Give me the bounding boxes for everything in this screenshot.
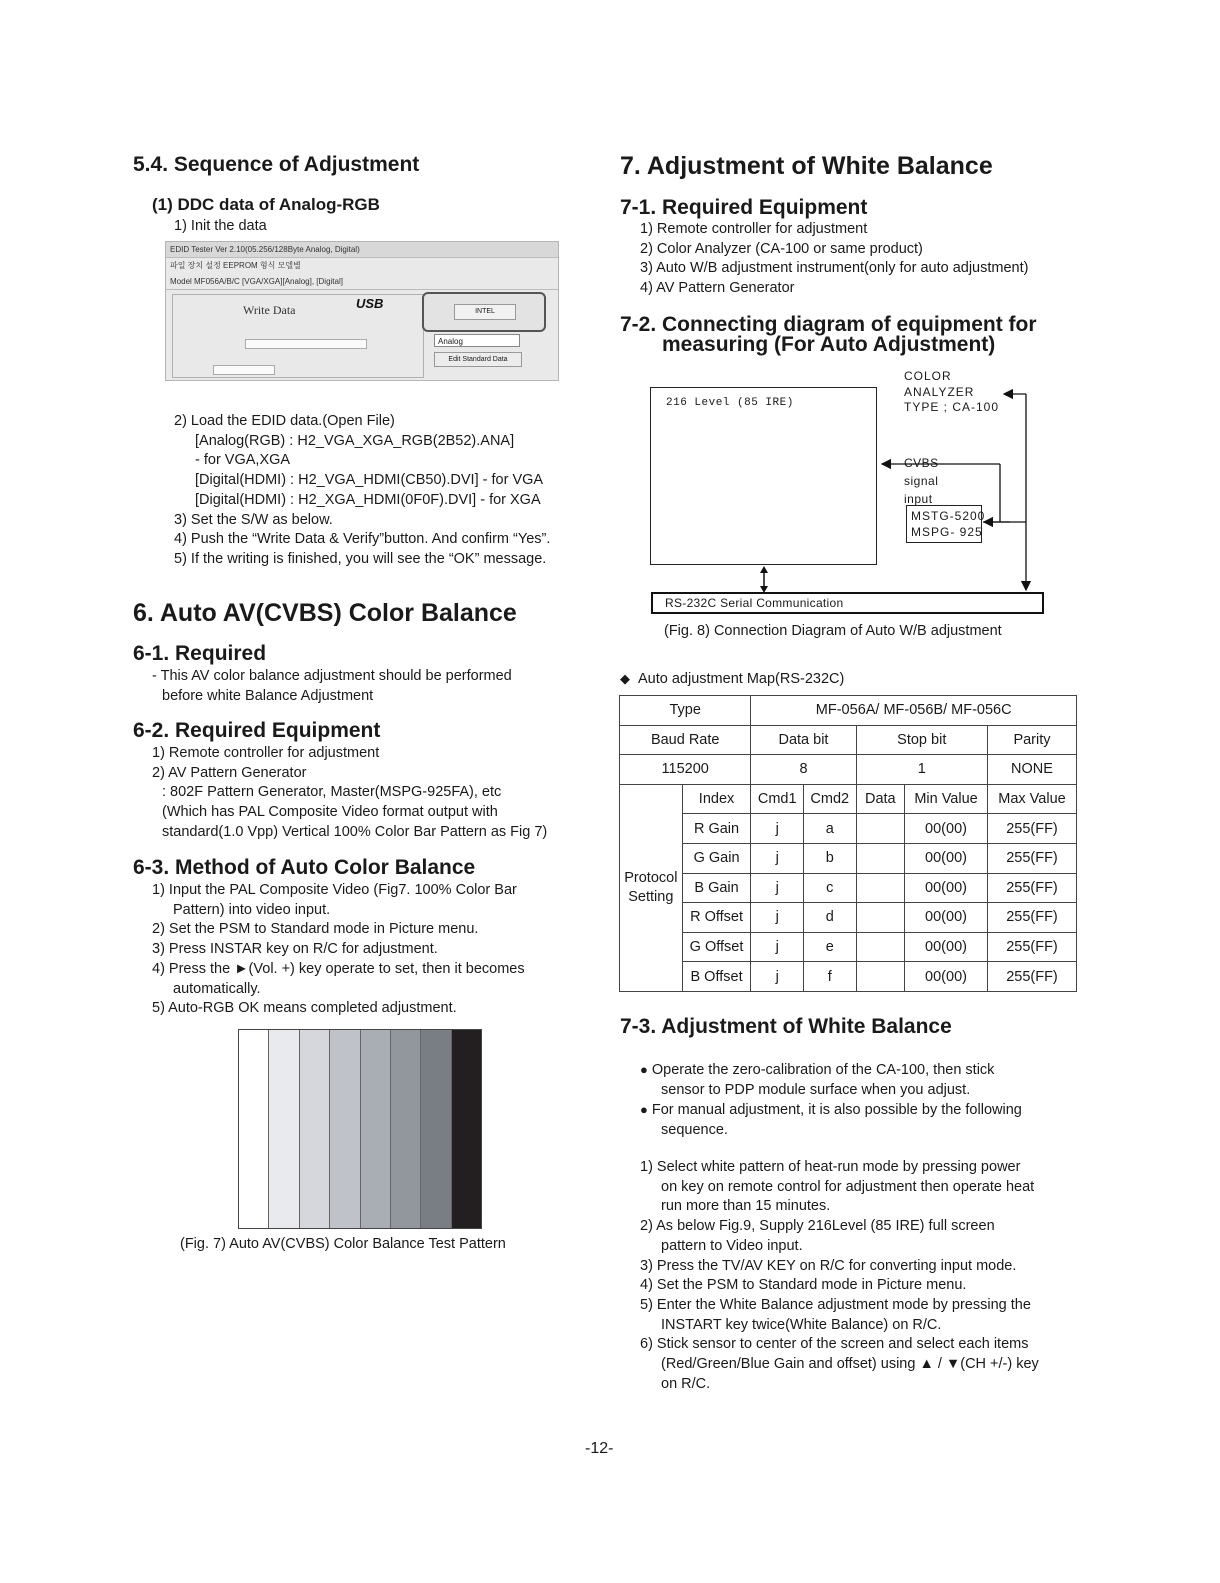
- step-line: [Digital(HDMI) : H2_XGA_HDMI(0F0F).DVI] - for XGA: [195, 491, 541, 508]
- table-cell: 255(FF): [987, 873, 1076, 903]
- analyzer-line: COLOR: [904, 369, 952, 383]
- table-cell: R Gain: [682, 814, 751, 844]
- step-line: on key on remote control for adjustment then operate heat: [661, 1178, 1035, 1195]
- color-bar: [391, 1030, 421, 1228]
- step-line: 2) As below Fig.9, Supply 216Level (85 IRE) full screen: [640, 1218, 995, 1235]
- screenshot-intel-frame: [422, 292, 546, 332]
- ddc-subtitle: (1) DDC data of Analog-RGB: [152, 195, 380, 214]
- screenshot-field: [245, 339, 367, 349]
- table-cell: B Offset: [682, 962, 751, 992]
- color-bar: [330, 1030, 360, 1228]
- section-7-3-title: 7-3. Adjustment of White Balance: [620, 1015, 952, 1038]
- step-line: 3) Set the S/W as below.: [174, 511, 333, 528]
- table-row: [620, 725, 1077, 755]
- table-cell: a: [803, 814, 856, 844]
- edid-steps: [174, 412, 550, 570]
- section-6-2-text: [152, 744, 547, 843]
- color-bar: [361, 1030, 391, 1228]
- table-cell: 00(00): [905, 962, 988, 992]
- table-cell: 00(00): [905, 932, 988, 962]
- bullet-line: sensor to PDP module surface when you adjust.: [661, 1081, 971, 1098]
- color-bar: [452, 1030, 481, 1228]
- table-cell: Baud Rate: [620, 725, 751, 755]
- section-6-title: 6. Auto AV(CVBS) Color Balance: [133, 599, 517, 627]
- table-row: [620, 903, 1077, 933]
- section-7-1-text: [640, 220, 1028, 299]
- section-5-4-title: 5.4. Sequence of Adjustment: [133, 153, 420, 176]
- step-line: 6) Stick sensor to center of the screen and select each items: [640, 1336, 1029, 1353]
- table-cell: [856, 814, 905, 844]
- analyzer-line: TYPE ; CA-100: [904, 400, 1000, 414]
- color-bar: [300, 1030, 330, 1228]
- text-line: 3) Auto W/B adjustment instrument(only for auto adjustment): [640, 260, 1029, 277]
- table-cell: NONE: [987, 755, 1076, 785]
- text-line: Pattern) into video input.: [173, 901, 331, 918]
- section-7-2-title-cont: measuring (For Auto Adjustment): [662, 333, 996, 356]
- text-line: automatically.: [173, 980, 261, 997]
- table-row: [620, 962, 1077, 992]
- page-number: -12-: [585, 1440, 614, 1457]
- table-cell: f: [803, 962, 856, 992]
- color-bar: [239, 1030, 269, 1228]
- table-cell: Stop bit: [856, 725, 987, 755]
- edid-tester-screenshot: [165, 241, 559, 381]
- table-cell: j: [751, 873, 804, 903]
- usb-logo: USB: [356, 296, 384, 311]
- text-line: - This AV color balance adjustment should be performed: [152, 668, 512, 684]
- table-row: [620, 755, 1077, 785]
- section-6-3-text: [152, 881, 525, 1019]
- text-line: 2) Set the PSM to Standard mode in Picture menu.: [152, 921, 479, 938]
- step-line: 2) Load the EDID data.(Open File): [174, 413, 395, 429]
- rs232-label: RS-232C Serial Communication: [665, 596, 844, 610]
- text-line: 1) Remote controller for adjustment: [152, 745, 380, 761]
- text-line: standard(1.0 Vpp) Vertical 100% Color Bar Pattern as Fig 7): [162, 823, 548, 840]
- text-line: 4) Press the ►(Vol. +) key operate to set, then it becomes: [152, 960, 525, 977]
- bullet-text: Operate the zero-calibration of the CA-100, then stick: [651, 1062, 995, 1078]
- cvbs-line: CVBS: [904, 456, 939, 470]
- text-line: 2) AV Pattern Generator: [152, 764, 307, 781]
- step-line: [Digital(HDMI) : H2_VGA_HDMI(CB50).DVI] - for VGA: [195, 472, 544, 489]
- table-cell: R Offset: [682, 903, 751, 933]
- table-header-cell: Index: [682, 784, 751, 814]
- table-header-cell: Cmd2: [803, 784, 856, 814]
- table-cell: 255(FF): [987, 932, 1076, 962]
- table-cell: [856, 962, 905, 992]
- screen-level-label: 216 Level (85 IRE): [666, 397, 794, 409]
- table-cell: j: [751, 962, 804, 992]
- cvbs-line: input: [904, 492, 933, 506]
- diamond-icon: ◆: [620, 671, 630, 686]
- table-row: [620, 873, 1077, 903]
- table-cell: 255(FF): [987, 903, 1076, 933]
- init-step: 1) Init the data: [174, 218, 267, 234]
- section-7-3-bullets: [640, 1060, 1022, 1141]
- step-line: - for VGA,XGA: [195, 452, 291, 469]
- text-line: 1) Remote controller for adjustment: [640, 221, 868, 237]
- table-cell: b: [803, 843, 856, 873]
- section-6-2-title: 6-2. Required Equipment: [133, 719, 381, 742]
- generator-line: MSTG-5200: [911, 509, 986, 523]
- table-cell: j: [751, 903, 804, 933]
- color-bar-pattern: [238, 1029, 482, 1229]
- table-cell: 255(FF): [987, 843, 1076, 873]
- section-7-1-title: 7-1. Required Equipment: [620, 196, 868, 219]
- text-line: 1) Input the PAL Composite Video (Fig7. 100% Color Bar: [152, 882, 517, 898]
- table-cell: G Gain: [682, 843, 751, 873]
- map-title: Auto adjustment Map(RS-232C): [638, 671, 845, 687]
- table-header-cell: Cmd1: [751, 784, 804, 814]
- color-bar: [421, 1030, 451, 1228]
- table-cell: j: [751, 814, 804, 844]
- table-cell: G Offset: [682, 932, 751, 962]
- screenshot-titlebar: EDID Tester Ver 2.10(05.256/128Byte Analog, Digital): [166, 242, 558, 258]
- text-line: 4) AV Pattern Generator: [640, 280, 795, 297]
- color-bar: [269, 1030, 299, 1228]
- text-line: before white Balance Adjustment: [162, 687, 374, 704]
- bullet-icon: ●: [640, 1102, 648, 1118]
- screenshot-field: [213, 365, 275, 375]
- fig8-caption: (Fig. 8) Connection Diagram of Auto W/B adjustment: [664, 623, 1002, 639]
- step-line: 5) If the writing is finished, you will see the “OK” message.: [174, 550, 547, 567]
- step-line: 4) Set the PSM to Standard mode in Picture menu.: [640, 1277, 967, 1294]
- screenshot-select: Analog: [434, 334, 520, 347]
- bullet-line: [640, 1060, 1022, 1081]
- table-cell: 8: [751, 755, 856, 785]
- table-cell: 00(00): [905, 843, 988, 873]
- fig7-caption: (Fig. 7) Auto AV(CVBS) Color Balance Test Pattern: [180, 1236, 506, 1252]
- table-cell: 255(FF): [987, 962, 1076, 992]
- step-line: 1) Select white pattern of heat-run mode by pressing power: [640, 1159, 1021, 1175]
- table-row: [620, 843, 1077, 873]
- screenshot-intel-button: INTEL: [454, 304, 516, 320]
- screenshot-write-data: Write Data: [243, 303, 296, 317]
- table-cell: 00(00): [905, 873, 988, 903]
- step-line: run more than 15 minutes.: [661, 1198, 831, 1215]
- table-cell: [856, 873, 905, 903]
- table-header-cell: Min Value: [905, 784, 988, 814]
- step-line: 3) Press the TV/AV KEY on R/C for converting input mode.: [640, 1257, 1017, 1274]
- map-title-row: [620, 669, 844, 690]
- table-cell: 00(00): [905, 903, 988, 933]
- generator-line: MSPG- 925: [911, 525, 983, 539]
- table-cell: [856, 903, 905, 933]
- bullet-line: [640, 1100, 1022, 1121]
- section-7-title: 7. Adjustment of White Balance: [620, 152, 993, 180]
- table-row: [620, 784, 1077, 814]
- protocol-cell: [620, 784, 683, 991]
- step-line: on R/C.: [661, 1375, 711, 1392]
- text-line: 5) Auto-RGB OK means completed adjustment.: [152, 1000, 457, 1017]
- step-line: [Analog(RGB) : H2_VGA_XGA_RGB(2B52).ANA]: [195, 432, 515, 449]
- section-7-2-title: 7-2. Connecting diagram of equipment for: [620, 313, 1037, 336]
- section-6-1-text: [152, 667, 512, 706]
- section-7-3-steps: [640, 1158, 1039, 1394]
- screenshot-menu: 파일 장치 설정 EEPROM 형식 모델별: [170, 261, 301, 270]
- analyzer-line: ANALYZER: [904, 384, 975, 399]
- text-line: 2) Color Analyzer (CA-100 or same product): [640, 240, 923, 257]
- screenshot-button: Edit Standard Data: [434, 352, 522, 367]
- table-row: [620, 814, 1077, 844]
- table-cell: 00(00): [905, 814, 988, 844]
- text-line: 3) Press INSTAR key on R/C for adjustment.: [152, 941, 438, 958]
- table-cell: Type: [620, 696, 751, 726]
- table-cell: [856, 932, 905, 962]
- cvbs-line: signal: [904, 474, 939, 488]
- table-cell: 255(FF): [987, 814, 1076, 844]
- table-cell: 115200: [620, 755, 751, 785]
- table-cell: B Gain: [682, 873, 751, 903]
- diagram-connectors: [600, 360, 1060, 630]
- bullet-text: For manual adjustment, it is also possible by the following: [651, 1102, 1022, 1119]
- step-line: 4) Push the “Write Data & Verify”button. And confirm “Yes”.: [174, 531, 551, 548]
- section-6-3-title: 6-3. Method of Auto Color Balance: [133, 856, 476, 879]
- step-line: (Red/Green/Blue Gain and offset) using ▲ / ▼(CH +/-) key: [661, 1356, 1039, 1373]
- table-cell: Data bit: [751, 725, 856, 755]
- table-cell: j: [751, 932, 804, 962]
- step-line: pattern to Video input.: [661, 1237, 803, 1254]
- table-cell: e: [803, 932, 856, 962]
- table-row: [620, 696, 1077, 726]
- bullet-line: sequence.: [661, 1122, 728, 1139]
- bullet-icon: ●: [640, 1062, 648, 1077]
- table-cell: MF-056A/ MF-056B/ MF-056C: [751, 696, 1077, 726]
- table-cell: 1: [856, 755, 987, 785]
- protocol-label: Protocol: [624, 869, 678, 886]
- step-line: INSTART key twice(White Balance) on R/C.: [661, 1316, 942, 1333]
- table-cell: [856, 843, 905, 873]
- table-header-cell: Max Value: [987, 784, 1076, 814]
- table-row: [620, 932, 1077, 962]
- table-header-cell: Data: [856, 784, 905, 814]
- rs232-map-table: [619, 695, 1077, 992]
- text-line: : 802F Pattern Generator, Master(MSPG-925FA), etc: [162, 784, 502, 801]
- table-cell: j: [751, 843, 804, 873]
- text-line: (Which has PAL Composite Video format output with: [162, 804, 498, 821]
- screenshot-model: Model MF056A/B/C [VGA/XGA][Analog], [Digital]: [166, 274, 558, 290]
- table-cell: c: [803, 873, 856, 903]
- step-line: 5) Enter the White Balance adjustment mode by pressing the: [640, 1296, 1031, 1313]
- table-cell: Parity: [987, 725, 1076, 755]
- table-cell: d: [803, 903, 856, 933]
- protocol-label: Setting: [628, 888, 674, 905]
- section-6-1-title: 6-1. Required: [133, 642, 267, 665]
